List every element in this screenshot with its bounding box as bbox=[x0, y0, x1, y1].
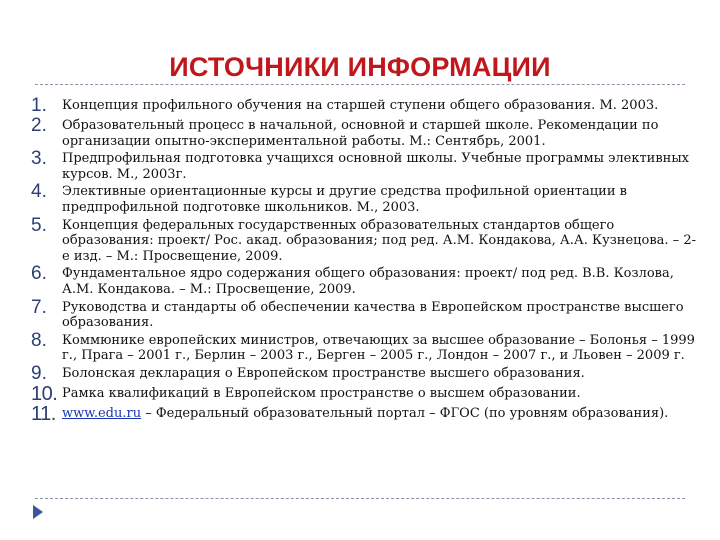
list-item bbox=[31, 384, 703, 404]
item-text-rest: – Федеральный образовательный портал – ФГОС (по уровням образования). bbox=[141, 405, 669, 421]
item-number: 6. bbox=[31, 263, 47, 285]
item-number: 7. bbox=[31, 296, 47, 318]
item-number: 1. bbox=[31, 95, 47, 116]
top-divider bbox=[35, 84, 685, 85]
item-number: 5. bbox=[31, 214, 47, 236]
item-number: 3. bbox=[31, 148, 47, 170]
item-number: 9. bbox=[31, 362, 47, 384]
list-item bbox=[31, 182, 703, 215]
item-number: 10. bbox=[31, 382, 58, 405]
slide-title: ИСТОЧНИКИ ИНФОРМАЦИИ bbox=[169, 52, 551, 82]
item-text: Предпрофильная подготовка учащихся основной школы. Учебные программы элективных курсов. М., 2003г. bbox=[62, 151, 689, 182]
item-text: Рамка квалификаций в Европейском пространстве о высшем образовании. bbox=[62, 385, 581, 401]
item-text: Концепция профильного обучения на старшей ступени общего образования. М. 2003. bbox=[62, 98, 659, 113]
next-slide-arrow-icon[interactable] bbox=[33, 505, 43, 519]
list-item bbox=[31, 364, 703, 384]
item-number: 4. bbox=[31, 181, 47, 203]
item-number: 11. bbox=[31, 402, 56, 425]
item-text: Образовательный процесс в начальной, основной и старшей школе. Рекомендации по организации опытно-экспериментальной работы. М.: Сентябрь, 2001. bbox=[62, 118, 659, 149]
list-item bbox=[31, 264, 703, 297]
list-item bbox=[31, 298, 703, 331]
list-item bbox=[31, 404, 703, 424]
item-text: Руководства и стандарты об обеспечении качества в Европейском пространстве высшего образования. bbox=[62, 299, 684, 331]
item-text: Элективные ориентационные курсы и другие средства профильной ориентации в предпрофильной подготовке школьников. М., 2003. bbox=[62, 184, 627, 215]
item-text: Болонская декларация о Европейском пространстве высшего образования. bbox=[62, 365, 585, 381]
item-text: Концепция федеральных государственных образовательных стандартов общего образования: проект/ Рос. акад. образования; под ред. А.М. Кондакова, А.А. Кузнецова. – 2-е изд. – М.: Просвещение, 2009. bbox=[62, 217, 696, 264]
item-number: 2. bbox=[31, 115, 47, 136]
list-item bbox=[31, 149, 703, 182]
item-text bbox=[62, 404, 703, 422]
list-item bbox=[31, 216, 703, 265]
edu-portal-link[interactable]: www.edu.ru bbox=[62, 405, 142, 421]
list-item bbox=[31, 96, 703, 116]
list-item bbox=[31, 331, 703, 364]
list-item bbox=[31, 116, 703, 149]
bottom-divider bbox=[35, 498, 685, 499]
item-number: 8. bbox=[31, 329, 47, 351]
item-text: Коммюнике европейских министров, отвечающих за высшее образование – Болонья – 1999 г., Прага – 2001 г., Берлин – 2003 г., Берген – 2005 г., Лондон – 2007 г., и Льовен – 2009 г. bbox=[62, 332, 695, 364]
sources-list bbox=[31, 96, 703, 424]
item-text: Фундаментальное ядро содержания общего образования: проект/ под ред. В.В. Козлова, А.М. Кондакова. – М.: Просвещение, 2009. bbox=[62, 266, 674, 297]
